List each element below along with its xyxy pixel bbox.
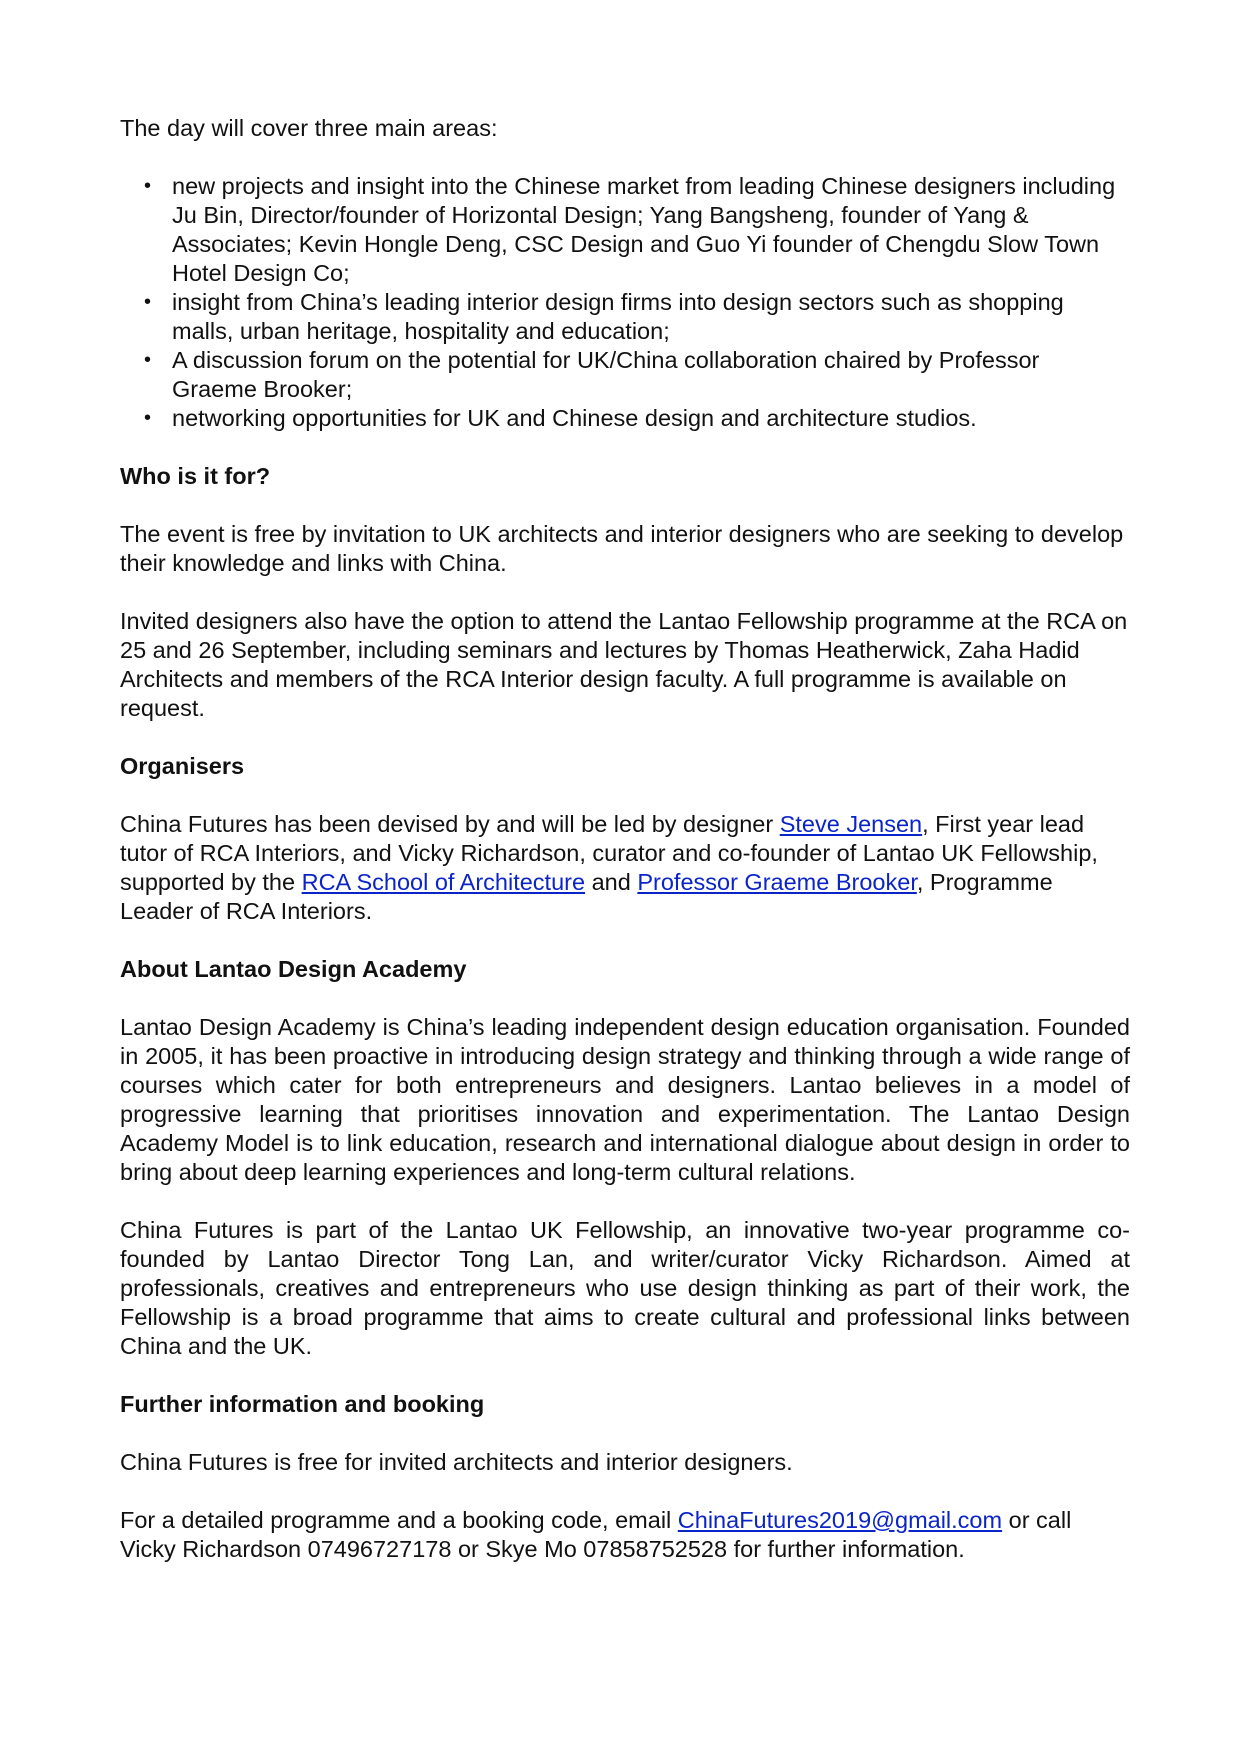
rca-school-link[interactable]: RCA School of Architecture [301,869,586,895]
booking-paragraph-2 [120,1506,1130,1564]
about-heading: About Lantao Design Academy [120,956,467,982]
organisers-heading: Organisers [120,753,245,779]
list-item [120,288,1130,346]
areas-list [120,172,1130,433]
list-item [120,404,1130,433]
bullet-icon: • [144,175,152,197]
bullet-icon: • [144,291,152,313]
organisers-paragraph [120,810,1130,926]
list-item-text: A discussion forum on the potential for UK/China collaboration chaired by Professor Graeme Brooker; [172,347,1040,402]
who-heading: Who is it for? [120,463,271,489]
document-page [120,114,1130,1593]
who-paragraph-1: The event is free by invitation to UK architects and interior designers who are seeking to develop their knowledge and links with China. [120,521,1124,576]
list-item [120,346,1130,404]
booking-heading: Further information and booking [120,1391,485,1417]
about-paragraph-1: Lantao Design Academy is China’s leading independent design education organisation. Founded in 2005, it has been proactive in introducing design strategy and thinking through a wide range of courses which cater for both entrepreneurs and designers. Lantao believes in a model of progressive learning that prioritises innovation and experimentation. The Lantao Design Academy Model is to link education, research and international dialogue about design in order to bring about deep learning experiences and long-term cultural relations. [120,1014,1130,1185]
email-link[interactable]: ChinaFutures2019@gmail.com [677,1507,1003,1533]
bullet-icon: • [144,349,152,371]
list-item [120,172,1130,288]
booking-text-1: For a detailed programme and a booking code, email [120,1507,678,1533]
bullet-icon: • [144,407,152,429]
intro-text: The day will cover three main areas: [120,115,498,141]
organisers-text-4: , Programme Leader of RCA Interiors. [120,869,1053,924]
organisers-text-3: and [585,869,638,895]
organisers-text-1: China Futures has been devised by and will be led by designer [120,811,780,837]
booking-text-2: or call Vicky Richardson 07496727178 or Skye Mo 07858752528 for further information. [120,1507,1072,1562]
graeme-brooker-link[interactable]: Professor Graeme Brooker [637,869,917,895]
booking-paragraph-1: China Futures is free for invited architects and interior designers. [120,1449,793,1475]
list-item-text: insight from China’s leading interior design firms into design sectors such as shopping malls, urban heritage, hospitality and education; [172,289,1064,344]
organisers-text-2: , First year lead tutor of RCA Interiors, and Vicky Richardson, curator and co-founder of Lantao UK Fellowship, supported by the [120,811,1098,895]
who-paragraph-2: Invited designers also have the option to attend the Lantao Fellowship programme at the RCA on 25 and 26 September, including seminars and lectures by Thomas Heatherwick, Zaha Hadid Architects and members of the RCA Interior design faculty. A full programme is available on request. [120,608,1128,721]
list-item-text: networking opportunities for UK and Chinese design and architecture studios. [172,405,977,431]
about-paragraph-2: China Futures is part of the Lantao UK Fellowship, an innovative two-year programme co-founded by Lantao Director Tong Lan, and writer/curator Vicky Richardson. Aimed at professionals, creatives and entrepreneurs who use design thinking as part of their work, the Fellowship is a broad programme that aims to create cultural and professional links between China and the UK. [120,1217,1130,1359]
steve-jensen-link[interactable]: Steve Jensen [779,811,923,837]
list-item-text: new projects and insight into the Chinese market from leading Chinese designers including Ju Bin, Director/founder of Horizontal Design; Yang Bangsheng, founder of Yang & Associates; Kevin Hongle Deng, CSC Design and Guo Yi founder of Chengdu Slow Town Hotel Design Co; [172,173,1116,286]
